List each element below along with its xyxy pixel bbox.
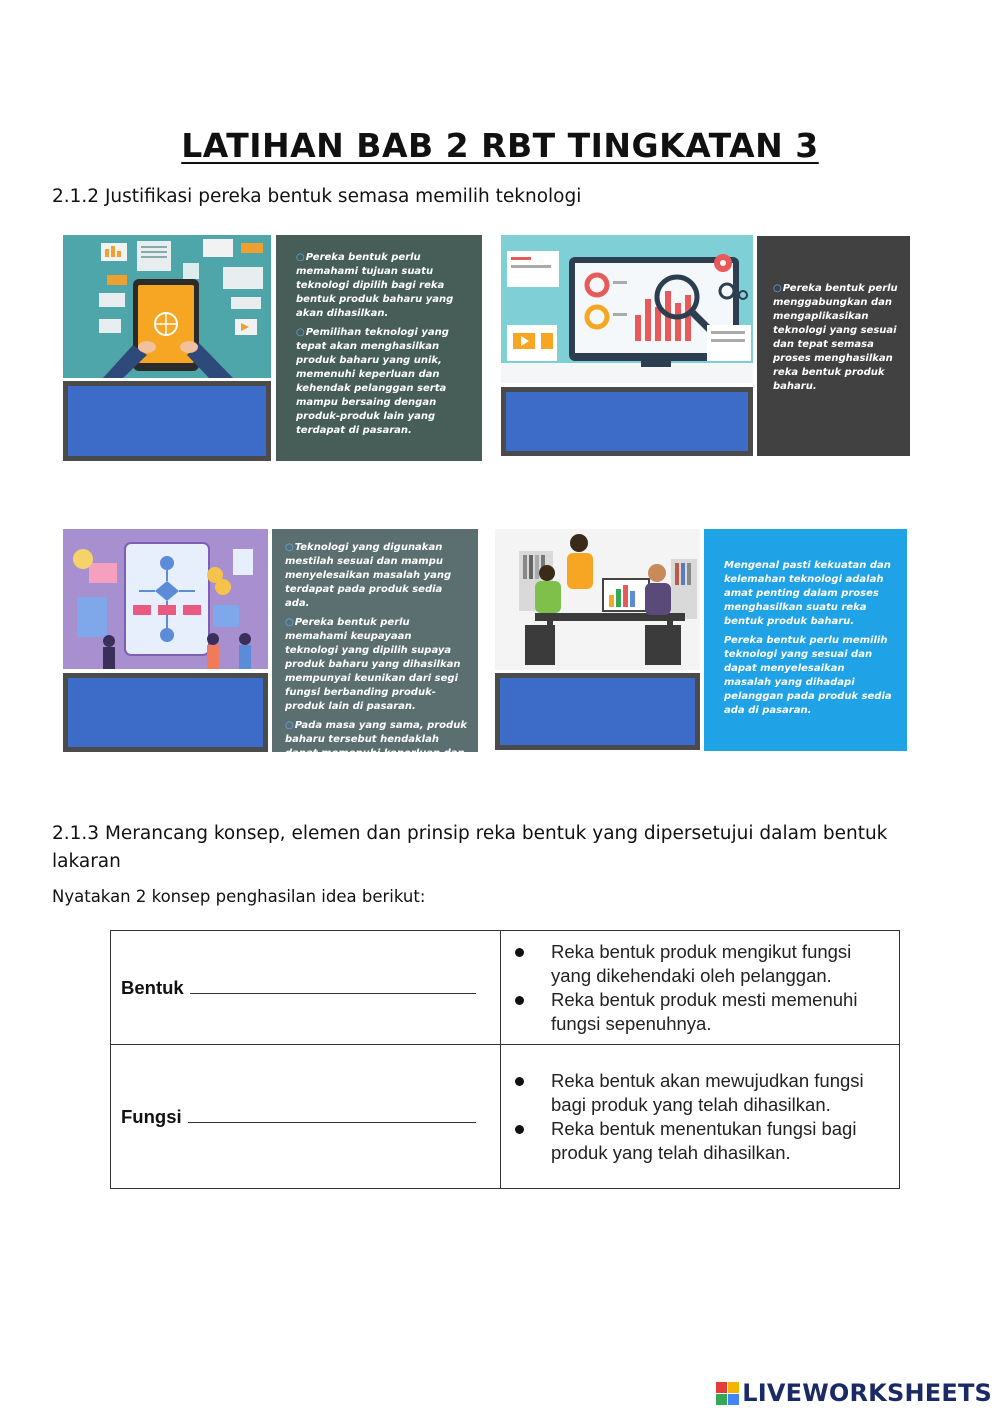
answer-blank-bentuk[interactable] <box>190 980 476 994</box>
card-1-text: ○Pereka bentuk perlu memahami tujuan suatu teknologi dipilih bagi reka bentuk produk baharu yang akan dihasilkan. ○Pemilihan teknologi yang tepat akan menghasilkan produk baharu yang unik, memenuhi keperluan dan kehendak pelanggan serta mampu bersaing dengan produk-produk lain yang terdapat di pasaran. <box>276 235 482 461</box>
card-3-text: ○Teknologi yang digunakan mestilah sesuai dan mampu menyelesaikan masalah yang terdapat pada produk sedia ada. ○Pereka bentuk perlu memahami keupayaan teknologi yang dipilih supaya produk baharu yang dihasilkan mempunyai keunikan dari segi fungsi berbanding produk-produk lain di pasaran. ○Pada masa yang sama, produk baharu tersebut hendaklah dapat memenuhi keperluan dan kehendak pelanggan. <box>272 529 478 752</box>
row-label-cell <box>111 1045 501 1189</box>
card-3-paragraph-1: Teknologi yang digunakan mestilah sesuai dan mampu menyelesaikan masalah yang terdapat pada produk sedia ada. <box>285 542 452 609</box>
answer-box-4[interactable] <box>495 673 700 750</box>
card-1-paragraph-1: Pereka bentuk perlu memahami tujuan suatu teknologi dipilih bagi reka bentuk produk baharu yang akan dihasilkan. <box>296 252 454 319</box>
team-meeting-illustration <box>495 529 700 670</box>
card-4-text <box>704 529 907 751</box>
list-item: Reka bentuk produk mesti memenuhi fungsi sepenuhnya. <box>513 988 889 1036</box>
analytics-monitor-illustration <box>501 235 753 383</box>
row-label-bentuk: Bentuk <box>121 976 184 998</box>
card-1-paragraph-2: Pemilihan teknologi yang tepat akan menghasilkan produk baharu yang unik, memenuhi keperluan dan kehendak pelanggan serta mampu bersaing dengan produk-produk lain yang terdapat di pasaran. <box>296 327 449 436</box>
row-label-fungsi: Fungsi <box>121 1105 182 1127</box>
card-2-text: ○Pereka bentuk perlu menggabungkan dan mengaplikasikan teknologi yang sesuai dan tepat semasa proses menghasilkan reka bentuk produk baharu. <box>757 236 910 456</box>
row-bullets-cell <box>501 931 900 1045</box>
list-item: Reka bentuk menentukan fungsi bagi produk yang telah dihasilkan. <box>513 1117 889 1165</box>
tablet-technology-illustration <box>63 235 271 378</box>
card-4-paragraph-1: Mengenal pasti kekuatan dan kelemahan teknologi adalah amat penting dalam proses menghasilkan suatu reka bentuk produk baharu. <box>724 560 891 627</box>
list-item: Reka bentuk akan mewujudkan fungsi bagi produk yang telah dihasilkan. <box>513 1069 889 1117</box>
logo-text: LIVEWORKSHEETS <box>742 1379 992 1407</box>
liveworksheets-logo-icon <box>716 1382 739 1405</box>
row-bullets-cell <box>501 1045 900 1189</box>
flowchart-team-illustration <box>63 529 268 669</box>
card-2-paragraph-1: Pereka bentuk perlu menggabungkan dan mengaplikasikan teknologi yang sesuai dan tepat semasa proses menghasilkan reka bentuk produk baharu. <box>773 283 898 392</box>
answer-box-3[interactable] <box>63 673 268 752</box>
card-3-paragraph-2: Pereka bentuk perlu memahami keupayaan teknologi yang dipilih supaya produk baharu yang dihasilkan mempunyai keunikan dari segi fungsi berbanding produk-produk lain di pasaran. <box>285 617 461 712</box>
section-heading-2-1-3: 2.1.3 Merancang konsep, elemen dan prinsip reka bentuk yang dipersetujui dalam bentuk lakaran <box>52 823 888 872</box>
answer-box-2[interactable] <box>501 387 753 456</box>
card-3-paragraph-3: Pada masa yang sama, produk baharu tersebut hendaklah dapat memenuhi keperluan dan kehendak pelanggan. <box>285 720 467 773</box>
table-row <box>111 1045 900 1189</box>
row-label-cell <box>111 931 501 1045</box>
answer-box-1[interactable] <box>63 381 271 461</box>
page-title: LATIHAN BAB 2 RBT TINGKATAN 3 <box>181 126 819 165</box>
list-item: Reka bentuk produk mengikut fungsi yang dikehendaki oleh pelanggan. <box>513 940 889 988</box>
section-heading-2-1-2: 2.1.2 Justifikasi pereka bentuk semasa memilih teknologi <box>52 186 582 207</box>
answer-blank-fungsi[interactable] <box>188 1109 476 1123</box>
table-row <box>111 931 900 1045</box>
concept-table <box>110 930 900 1189</box>
card-4-paragraph-2: Pereka bentuk perlu memilih teknologi yang sesuai dan dapat menyelesaikan masalah yang dihadapi pelanggan pada produk sedia ada di pasaran. <box>724 635 892 716</box>
instruction-text: Nyatakan 2 konsep penghasilan idea berikut: <box>52 887 426 906</box>
liveworksheets-logo <box>716 1378 992 1408</box>
